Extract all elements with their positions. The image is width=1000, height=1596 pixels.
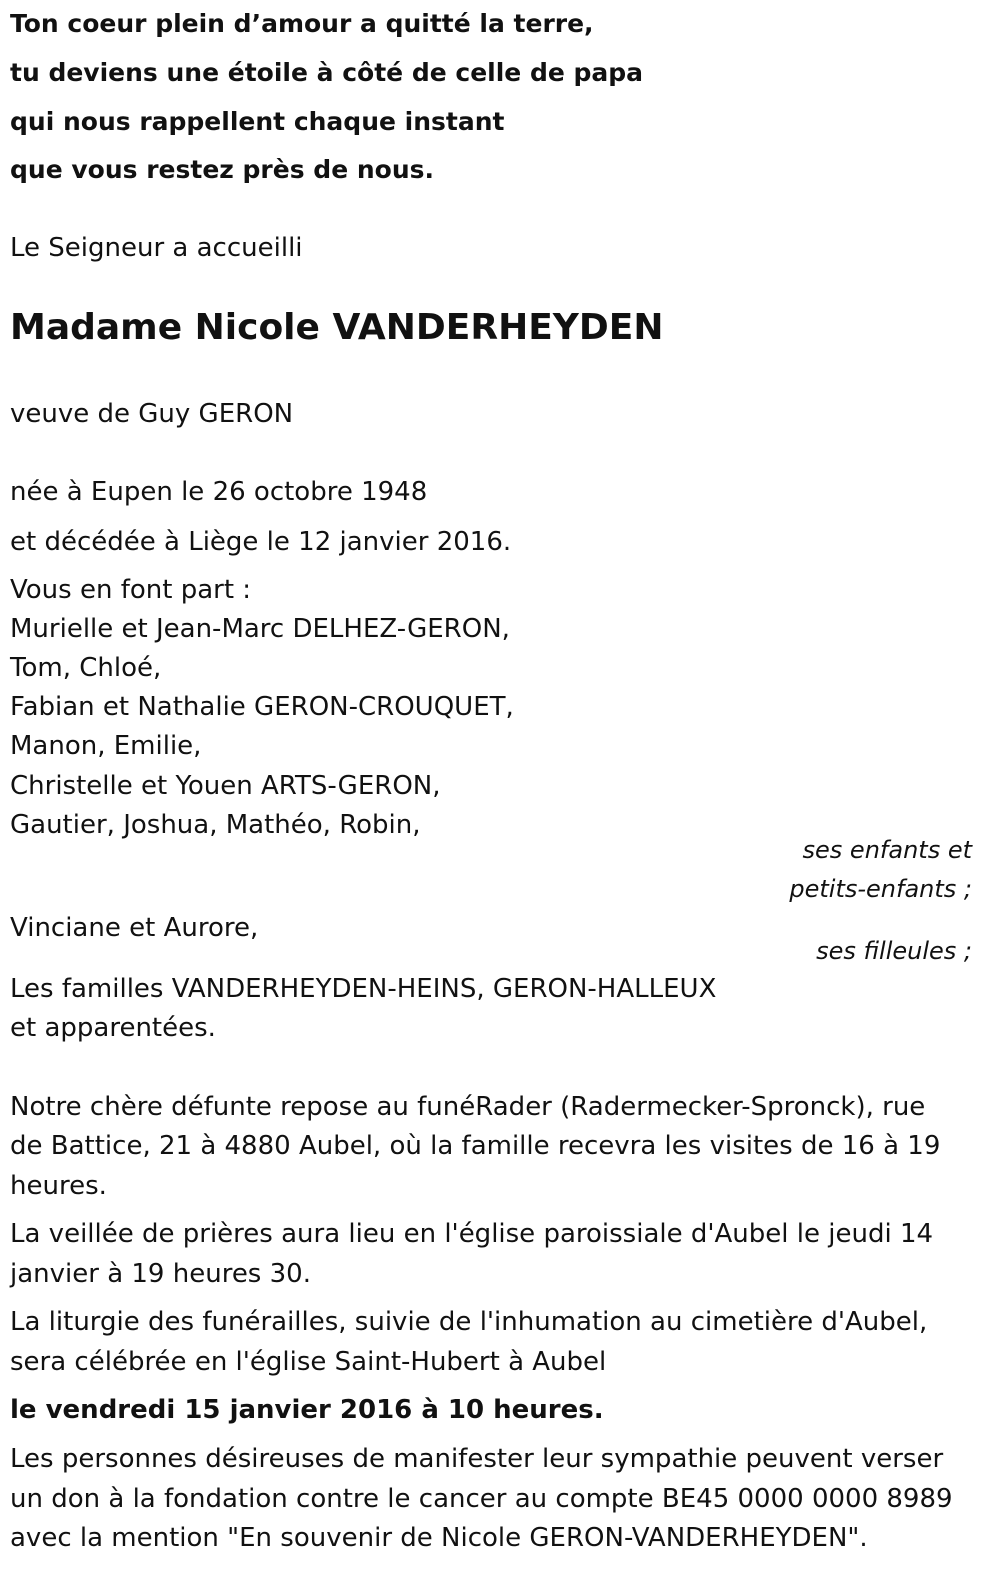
visitation-line-1: Notre chère défunte repose au funéRader (Radermecker-Spronck), rue [10, 1092, 926, 1122]
godchildren-text: Vinciane et Aurore, [10, 913, 259, 943]
children-role-line-1: ses enfants et [802, 836, 972, 864]
funeral-date: le vendredi 15 janvier 2016 à 10 heures. [10, 1395, 604, 1425]
vigil-line-1: La veillée de prières aura lieu en l'église paroissiale d'Aubel le jeudi 14 [10, 1219, 934, 1249]
children-role-line-2: petits-enfants ; [789, 875, 972, 903]
donation-line-2: un don à la fondation contre le cancer au compte BE45 0000 0000 8989 [10, 1484, 953, 1514]
vigil-line-2: janvier à 19 heures 30. [10, 1259, 311, 1289]
donation-line-1: Les personnes désireuses de manifester leur sympathie peuvent verser [10, 1444, 944, 1474]
family-line-3: Fabian et Nathalie GERON-CROUQUET, [10, 692, 514, 722]
family-line-4: Manon, Emilie, [10, 731, 202, 761]
poem-line-3: qui nous rappellent chaque instant [10, 107, 505, 136]
family-line-1: Murielle et Jean-Marc DELHEZ-GERON, [10, 614, 510, 644]
poem-line-2: tu deviens une étoile à côté de celle de papa [10, 58, 644, 87]
intro-text: Le Seigneur a accueilli [10, 233, 303, 263]
godchildren-role: ses filleules ; [816, 937, 972, 965]
family-line-2: Tom, Chloé, [10, 653, 162, 683]
family-line-5: Christelle et Youen ARTS-GERON, [10, 771, 441, 801]
liturgy-line-1: La liturgie des funérailles, suivie de l'inhumation au cimetière d'Aubel, [10, 1307, 928, 1337]
donation-line-3: avec la mention "En souvenir de Nicole GERON-VANDERHEYDEN". [10, 1523, 868, 1553]
death-text: et décédée à Liège le 12 janvier 2016. [10, 527, 512, 557]
visitation-line-2: de Battice, 21 à 4880 Aubel, où la famille recevra les visites de 16 à 19 [10, 1131, 941, 1161]
poem-line-1: Ton coeur plein d’amour a quitté la terre, [10, 9, 594, 38]
announce-label: Vous en font part : [10, 575, 252, 605]
birth-text: née à Eupen le 26 octobre 1948 [10, 477, 428, 507]
visitation-line-3: heures. [10, 1171, 107, 1201]
families-line-1: Les familles VANDERHEYDEN-HEINS, GERON-HALLEUX [10, 974, 717, 1004]
poem-line-4: que vous restez près de nous. [10, 155, 434, 184]
deceased-name: Madame Nicole VANDERHEYDEN [10, 307, 664, 348]
family-line-6: Gautier, Joshua, Mathéo, Robin, [10, 810, 421, 840]
families-line-2: et apparentées. [10, 1013, 216, 1043]
spouse-text: veuve de Guy GERON [10, 399, 294, 429]
liturgy-line-2: sera célébrée en l'église Saint-Hubert à Aubel [10, 1347, 607, 1377]
